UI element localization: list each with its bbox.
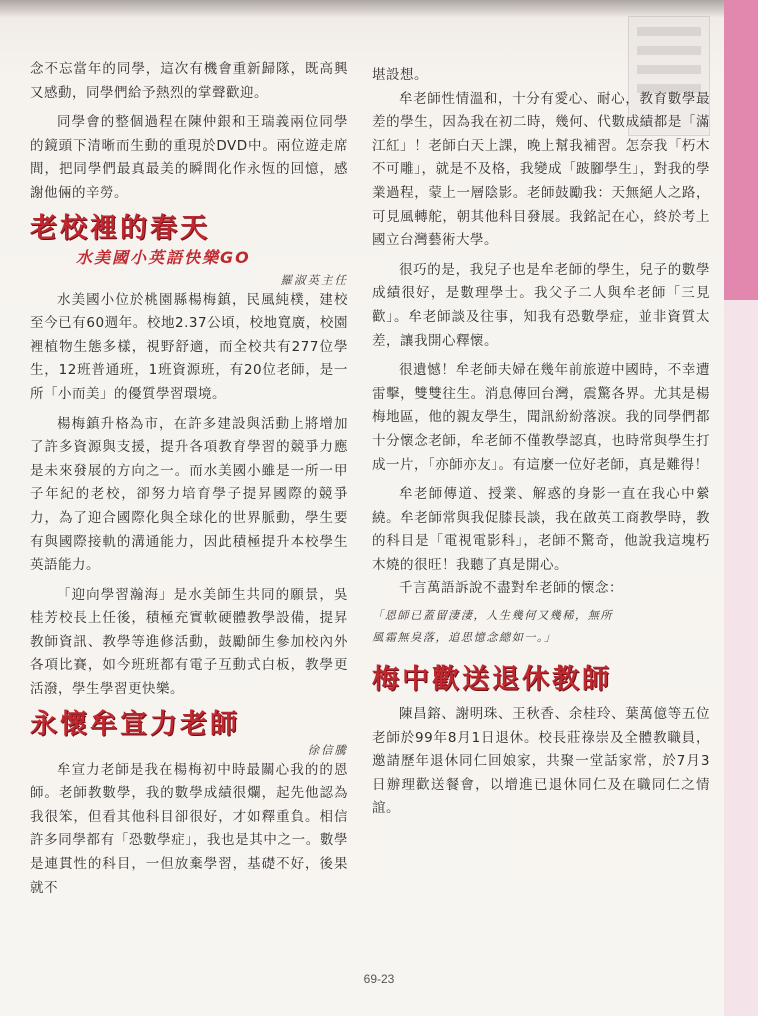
side-strip — [724, 300, 758, 1016]
article-title: 永懷牟宣力老師 — [30, 708, 240, 740]
page-number: 69-23 — [363, 972, 395, 986]
continuation-paragraph: 很巧的是，我兒子也是牟老師的學生，兒子的數學成績很好，是數理學士。我父子二人與牟老師「三見歡」。牟老師談及往事，知我有恐數學症，並非資質太差，讓我開心釋懷。 — [372, 261, 710, 349]
quote-line: 風霜無臭落，追思憶念總如一。」 — [372, 631, 557, 645]
left-column — [30, 58, 348, 900]
memorial-quote — [372, 605, 710, 649]
continuation-paragraph: 牟老師傳道、授業、解惑的身影一直在我心中縈繞。牟老師常與我促膝長談，我在啟英工商教學時，教的科目是「電視電影科」，老師不驚奇，他說我這塊朽木燒的很旺！我聽了真是開心。 — [372, 486, 710, 573]
intro-paragraph: 念不忘當年的同學，這次有機會重新歸隊，既高興又感動，同學們給予熱烈的掌聲歡迎。 — [30, 61, 348, 101]
right-column — [372, 64, 710, 821]
intro-paragraph: 同學會的整個過程在陳仲銀和王瑞義兩位同學的鏡頭下清晰而生動的重現於DVD中。兩位遊走席間，把同學們最真最美的瞬間化作永恆的回憶，感謝他倆的辛勞。 — [30, 114, 348, 201]
article-subtitle: 水美國小英語快樂GO — [76, 247, 251, 267]
article-paragraph: 牟宣力老師是我在楊梅初中時最關心我的的恩師。老師教數學，我的數學成績很爛，起先他認為我很笨，但看其他科目卻很好，才如釋重負。相信許多同學都有「恐數學症」，我也是其中之一。數學是連貫性的科目，一但放棄學習，基礎不好，後果就不 — [30, 761, 348, 896]
continuation-paragraph: 堪設想。 — [372, 67, 428, 83]
continuation-paragraph: 牟老師性情溫和，十分有愛心、耐心，教育數學最差的學生，因為我在初二時，幾何、代數成績都是「滿江紅」！老師白天上課，晚上幫我補習。怎奈我「朽木不可雕」，就是不及格，我變成「跛腳學生」，對我的學業過程，蒙上一層陰影。老師鼓勵我：天無絕人之路，可見風轉舵，朝其他科目發展。我銘記在心，終於考上國立台灣藝術大學。 — [372, 90, 710, 249]
article-author: 徐信騰 — [307, 742, 348, 757]
article-paragraph: 楊梅鎮升格為市，在許多建設與活動上將增加了許多資源與支援，提升各項教育學習的競爭力應是未來發展的方向之一。而水美國小雖是一所一甲子年紀的老校，卻努力培育學子提昇國際的競爭力，為了迎合國際化與全球化的世界脈動，學生要有與國際接軌的溝通能力，因此積極提升本校學生英語能力。 — [30, 415, 348, 574]
article-title: 梅中歡送退休教師 — [372, 664, 612, 696]
article-paragraph: 「迎向學習瀚海」是水美師生共同的願景，吳桂芳校長上任後，積極充實軟硬體教學設備，提昇教師資訊、教學等進修活動，鼓勵師生參加校內外各項比賽，如今班班都有電子互動式白板，教學更活潑，學生學習更快樂。 — [30, 586, 348, 698]
article-title: 老校裡的春天 — [30, 212, 210, 244]
article-paragraph: 陳昌鎔、謝明珠、王秋香、余桂玲、葉萬億等五位老師於99年8月1日退休。校長莊祿崇及全體教職員，邀請歷年退休同仁回娘家，共聚一堂話家常，於7月3日辦理歡送餐會，以增進已退休同仁及在職同仁之情誼。 — [372, 706, 710, 817]
article-paragraph: 水美國小位於桃園縣楊梅鎮，民風純樸，建校至今已有60週年。校地2.37公頃，校地寬廣，校園裡植物生態多樣，視野舒適，而全校共有277位學生，12班普通班，1班資源班，有20位老師，是一所「小而美」的優質學習環境。 — [30, 291, 348, 402]
continuation-paragraph: 千言萬語訴說不盡對牟老師的懷念： — [399, 580, 623, 597]
article-author: 羅淑英主任 — [280, 272, 348, 287]
continuation-paragraph: 很遺憾！牟老師夫婦在幾年前旅遊中國時，不幸遭雷擊，雙雙往生。消息傳回台灣，震驚各界。尤其是楊梅地區，他的親友學生，聞訊紛紛落淚。我的同學們都十分懷念老師，牟老師不僅教學認真，也時常與學生打成一片，「亦師亦友」。有這麼一位好老師，真是難得！ — [372, 362, 710, 473]
quote-line: 「恩師已蓋留淒淒，人生幾何又幾稀，無所 — [372, 609, 614, 623]
side-tab-marker — [724, 0, 758, 300]
